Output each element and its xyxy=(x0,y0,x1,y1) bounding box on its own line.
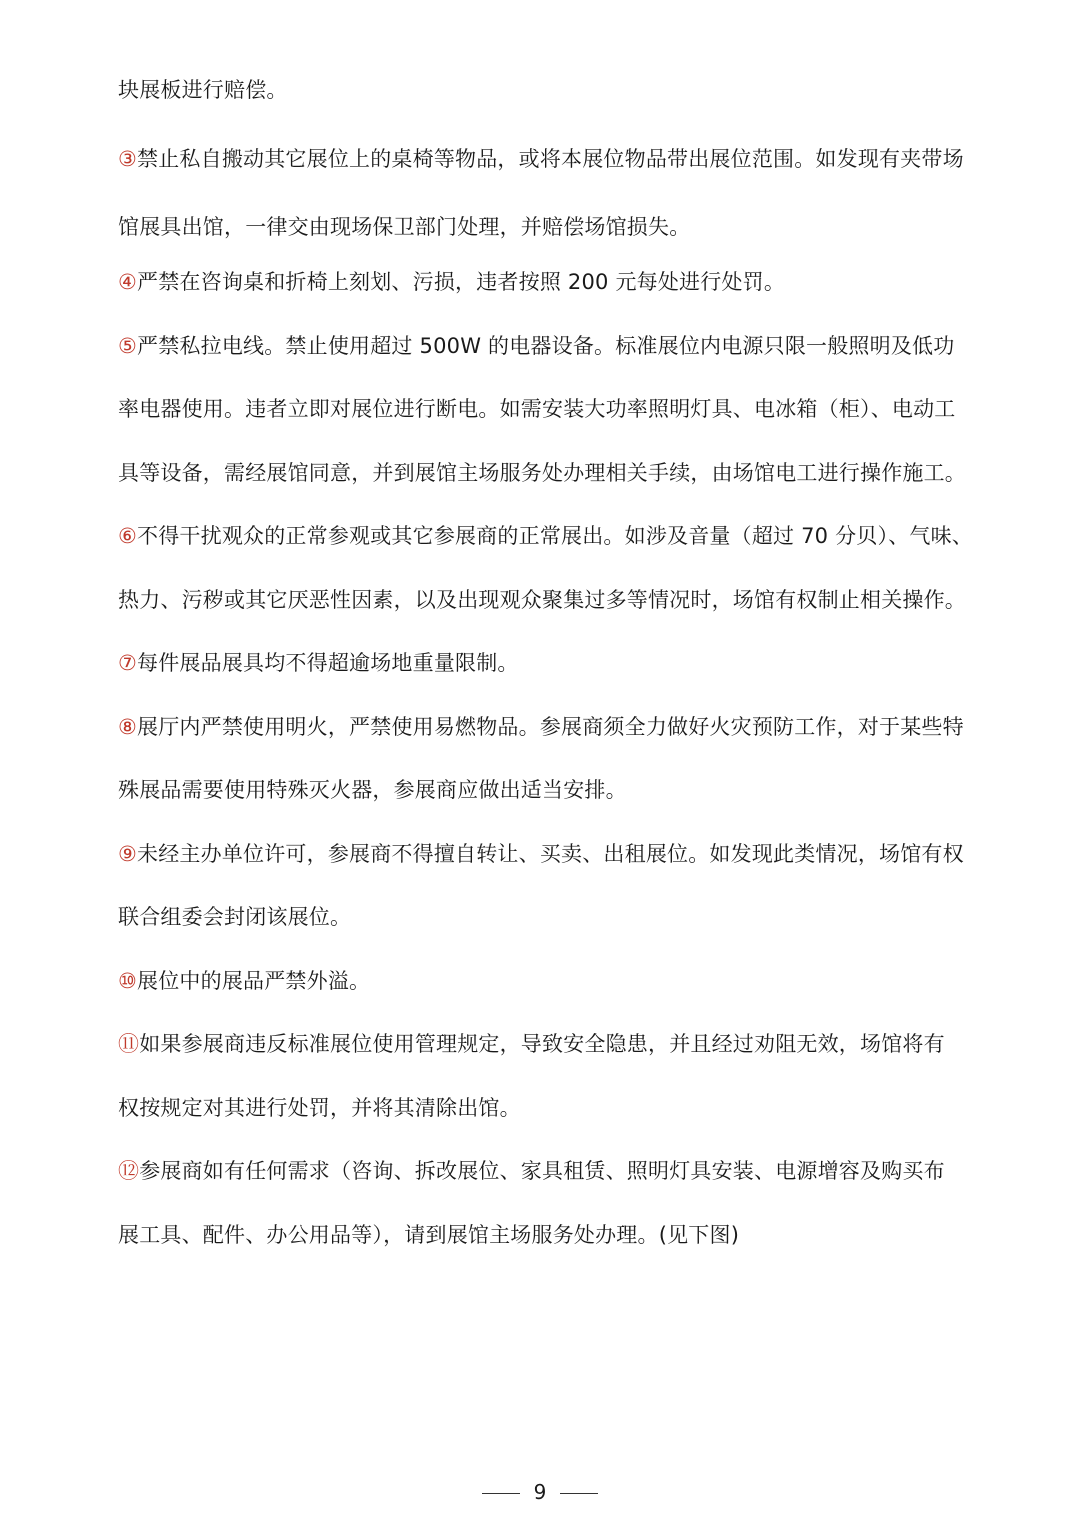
line-text: 严禁私拉电线。禁止使用超过 500W 的电器设备。标准展位内电源只限一般照明及低功 xyxy=(137,334,955,358)
body-line xyxy=(118,1094,521,1122)
body-line xyxy=(118,967,370,995)
body-line xyxy=(118,459,966,487)
footer-rule-left xyxy=(482,1493,520,1494)
line-text: 如果参展商违反标准展位使用管理规定，导致安全隐患，并且经过劝阻无效，场馆将有 xyxy=(139,1032,945,1056)
item-number: ③ xyxy=(118,147,138,171)
body-line xyxy=(118,586,966,614)
item-number: ⑧ xyxy=(118,715,138,739)
line-text: 具等设备，需经展馆同意，并到展馆主场服务处办理相关手续，由场馆电工进行操作施工。 xyxy=(118,461,966,485)
body-line xyxy=(118,903,351,931)
line-text: 未经主办单位许可，参展商不得擅自转让、买卖、出租展位。如发现此类情况，场馆有权 xyxy=(137,842,964,866)
line-text: 热力、污秽或其它厌恶性因素，以及出现观众聚集过多等情况时，场馆有权制止相关操作。 xyxy=(118,588,966,612)
line-text: 展工具、配件、办公用品等），请到展馆主场服务处办理。(见下图) xyxy=(118,1223,740,1247)
item-number: ⑦ xyxy=(118,651,138,675)
body-line xyxy=(118,268,785,296)
line-text: 块展板进行赔偿。 xyxy=(118,78,288,102)
body-line xyxy=(118,776,627,804)
line-text: 严禁在咨询桌和折椅上刻划、污损，违者按照 200 元每处进行处罚。 xyxy=(137,270,786,294)
body-line xyxy=(118,522,973,550)
body-line xyxy=(118,649,519,677)
item-number: ⑩ xyxy=(118,969,138,993)
body-line xyxy=(118,1221,739,1249)
line-text: 参展商如有任何需求（咨询、拆改展位、家具租赁、照明灯具安装、电源增容及购买布 xyxy=(139,1159,945,1183)
item-number: ⑪ xyxy=(118,1032,140,1056)
line-text: 展位中的展品严禁外溢。 xyxy=(137,969,371,993)
line-text: 率电器使用。违者立即对展位进行断电。如需安装大功率照明灯具、电冰箱（柜）、电动工 xyxy=(118,397,956,421)
line-text: 馆展具出馆，一律交由现场保卫部门处理，并赔偿场馆损失。 xyxy=(118,215,691,239)
line-text: 联合组委会封闭该展位。 xyxy=(118,905,352,929)
body-line xyxy=(118,76,288,104)
page-footer xyxy=(0,1478,1080,1506)
line-text: 禁止私自搬动其它展位上的桌椅等物品，或将本展位物品带出展位范围。如发现有夹带场 xyxy=(137,147,964,171)
body-line xyxy=(118,213,690,241)
body-line xyxy=(118,145,964,173)
body-line xyxy=(118,713,964,741)
item-number: ⑤ xyxy=(118,334,138,358)
item-number: ⑨ xyxy=(118,842,138,866)
body-line xyxy=(118,395,956,423)
line-text: 展厅内严禁使用明火，严禁使用易燃物品。参展商须全力做好火灾预防工作，对于某些特 xyxy=(137,715,964,739)
item-number: ⑥ xyxy=(118,524,138,548)
line-text: 权按规定对其进行处罚，并将其清除出馆。 xyxy=(118,1096,521,1120)
item-number: ⑫ xyxy=(118,1159,140,1183)
line-text: 殊展品需要使用特殊灭火器，参展商应做出适当安排。 xyxy=(118,778,627,802)
body-line xyxy=(118,1030,945,1058)
item-number: ④ xyxy=(118,270,138,294)
page-number: 9 xyxy=(533,1480,547,1504)
body-line xyxy=(118,332,954,360)
footer-rule-right xyxy=(560,1493,598,1494)
body-line xyxy=(118,840,964,868)
line-text: 每件展品展具均不得超逾场地重量限制。 xyxy=(137,651,519,675)
body-line xyxy=(118,1157,945,1185)
line-text: 不得干扰观众的正常参观或其它参展商的正常展出。如涉及音量（超过 70 分贝）、气味、 xyxy=(137,524,973,548)
